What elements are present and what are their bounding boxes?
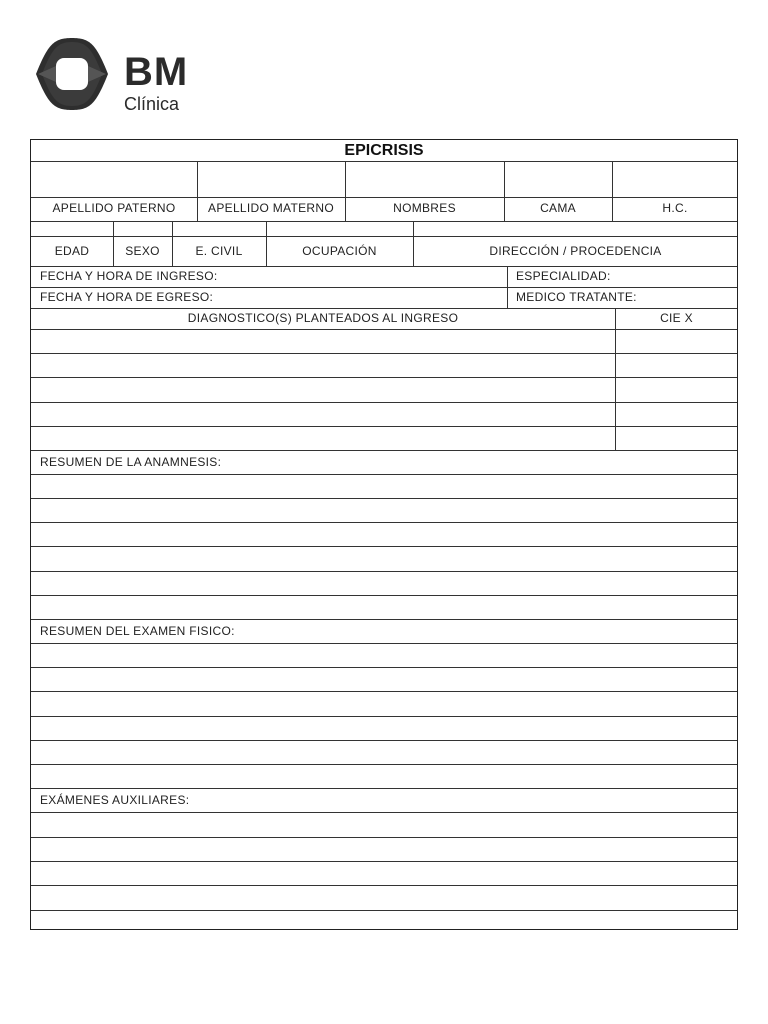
epicrisis-form bbox=[30, 139, 738, 930]
divider bbox=[31, 221, 737, 222]
divider bbox=[31, 329, 737, 330]
divider bbox=[31, 910, 737, 911]
divider bbox=[31, 885, 737, 886]
label-estado-civil: E. CIVIL bbox=[195, 244, 243, 258]
divider bbox=[31, 861, 737, 862]
divider bbox=[31, 571, 737, 572]
label-anamnesis: RESUMEN DE LA ANAMNESIS: bbox=[40, 455, 222, 469]
label-diagnosticos: DIAGNOSTICO(S) PLANTEADOS AL INGRESO bbox=[187, 311, 459, 325]
divider bbox=[31, 402, 737, 403]
label-medico-tratante: MEDICO TRATANTE: bbox=[516, 290, 637, 304]
label-fecha-ingreso: FECHA Y HORA DE INGRESO: bbox=[40, 269, 218, 283]
divider bbox=[31, 691, 737, 692]
label-edad: EDAD bbox=[54, 244, 90, 258]
label-hc: H.C. bbox=[662, 201, 688, 215]
divider bbox=[31, 667, 737, 668]
clinic-logo bbox=[32, 36, 212, 116]
column-divider bbox=[615, 308, 616, 450]
divider bbox=[31, 266, 737, 267]
label-ocupacion: OCUPACIÓN bbox=[302, 244, 377, 258]
column-divider bbox=[507, 266, 508, 308]
divider bbox=[31, 474, 737, 475]
divider bbox=[31, 740, 737, 741]
divider bbox=[31, 236, 737, 237]
label-fecha-egreso: FECHA Y HORA DE EGRESO: bbox=[40, 290, 214, 304]
label-examen-fisico: RESUMEN DEL EXAMEN FISICO: bbox=[40, 624, 235, 638]
brand-subtitle: Clínica bbox=[124, 94, 180, 114]
divider bbox=[31, 426, 737, 427]
divider bbox=[31, 161, 737, 162]
label-apellido-paterno: APELLIDO PATERNO bbox=[52, 201, 176, 215]
divider bbox=[31, 353, 737, 354]
form-title: EPICRISIS bbox=[344, 142, 424, 159]
divider bbox=[31, 522, 737, 523]
divider bbox=[31, 643, 737, 644]
label-especialidad: ESPECIALIDAD: bbox=[516, 269, 611, 283]
divider bbox=[31, 308, 737, 309]
divider bbox=[31, 546, 737, 547]
label-cie: CIE X bbox=[660, 311, 693, 325]
label-nombres: NOMBRES bbox=[393, 201, 456, 215]
label-apellido-materno: APELLIDO MATERNO bbox=[208, 201, 334, 215]
brand-name: BM bbox=[124, 50, 189, 94]
divider bbox=[31, 788, 737, 789]
divider bbox=[31, 812, 737, 813]
divider bbox=[31, 837, 737, 838]
divider bbox=[31, 619, 737, 620]
bm-logo-icon bbox=[32, 36, 112, 112]
label-sexo: SEXO bbox=[125, 244, 160, 258]
label-cama: CAMA bbox=[540, 201, 576, 215]
divider bbox=[31, 498, 737, 499]
label-direccion: DIRECCIÓN / PROCEDENCIA bbox=[489, 244, 662, 258]
divider bbox=[31, 716, 737, 717]
divider bbox=[31, 764, 737, 765]
divider bbox=[31, 450, 737, 451]
divider bbox=[31, 377, 737, 378]
label-examenes-auxiliares: EXÁMENES AUXILIARES: bbox=[40, 793, 190, 807]
divider bbox=[31, 197, 737, 198]
divider bbox=[31, 595, 737, 596]
divider bbox=[31, 287, 737, 288]
